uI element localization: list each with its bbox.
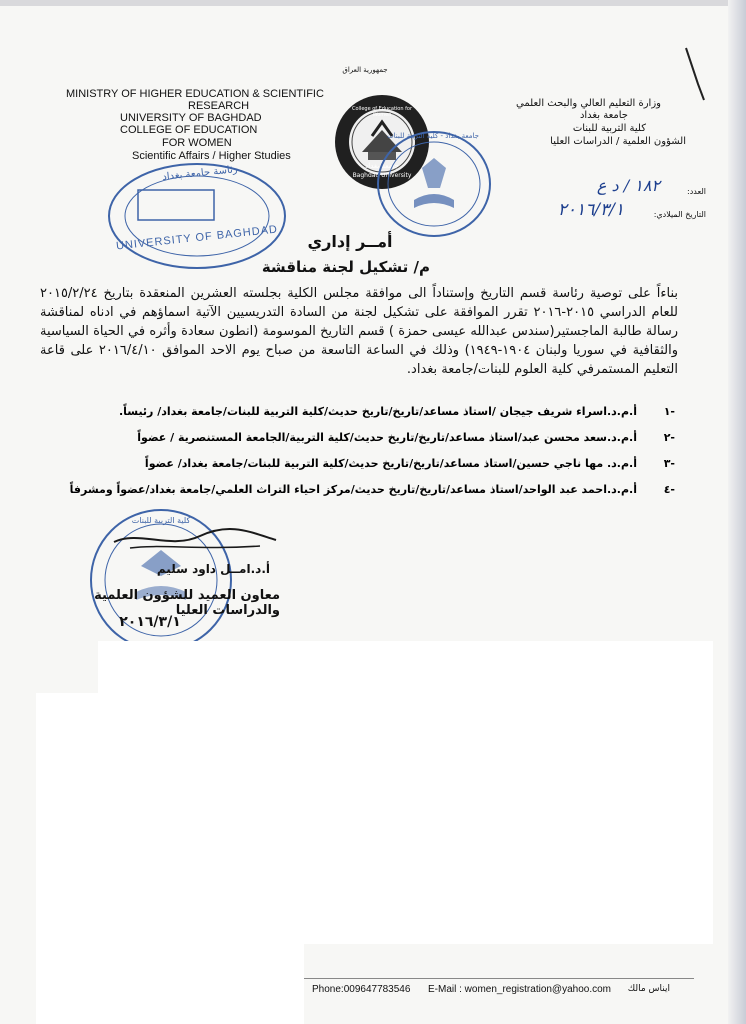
committee-member	[60, 405, 675, 425]
english-header-line: RESEARCH	[188, 100, 250, 112]
committee-member-text: أ.م.د.احمد عبد الواحد/استاذ مساعد/تاريخ/تاريخ حديث/مركز احياء التراث العلمي/جامعة بغداد/عضواً ومشرفاً	[69, 483, 637, 496]
header-republic-label: جمهورية العراق	[342, 66, 388, 74]
arabic-header-line: كلية التربية للبنات	[572, 123, 646, 134]
seal-label-en: Baghdad University	[352, 172, 412, 179]
scan-right-edge	[728, 0, 746, 1024]
arabic-header-line: الشؤون العلمية / الدراسات العليا	[550, 136, 686, 147]
university-stamp-text-ar: رئاسة جامعة بغداد	[161, 164, 239, 183]
english-header-line: FOR WOMEN	[162, 137, 232, 149]
redaction-block	[98, 641, 713, 693]
committee-member-number: -٢	[663, 431, 675, 444]
english-header-line: UNIVERSITY OF BAGHDAD	[120, 112, 262, 124]
footer-rule	[304, 978, 694, 979]
english-header-line: Scientific Affairs / Higher Studies	[132, 150, 291, 162]
number-label: العدد:	[687, 187, 706, 196]
margin-pen-mark	[680, 44, 710, 104]
committee-member	[60, 457, 675, 477]
arabic-header-line: وزارة التعليم العالي والبحث العلمي	[516, 98, 661, 109]
signatory-name: أ.د.امــل داود سليم	[156, 562, 270, 576]
order-subject: م/ تشكيل لجنة مناقشة	[261, 258, 430, 276]
committee-member	[60, 431, 675, 451]
committee-member-text: أ.م.د.اسراء شريف جيجان /استاذ مساعد/تاريخ/تاريخ حديث/كلية التربية للبنات/جامعة بغداد/ رئيساً.	[118, 405, 637, 418]
date-value: ٢٠١٦/٣/١	[557, 200, 624, 220]
footer-phone: Phone:009647783546	[312, 984, 411, 995]
committee-member-text: أ.م.د. مها ناجي حسين/استاذ مساعد/تاريخ/تاريخ حديث/كلية التربية للبنات/جامعة بغداد/ عضواً	[144, 457, 637, 470]
number-value: ١٨٢ / د ع	[596, 176, 660, 195]
seal-inner-text: College of Education for Women	[351, 106, 412, 118]
college-blue-stamp	[374, 128, 494, 240]
english-header-line: MINISTRY OF HIGHER EDUCATION & SCIENTIFIC	[66, 88, 324, 100]
footer-email: E-Mail : women_registration@yahoo.com	[428, 984, 612, 995]
order-title: أمــر إداري	[307, 232, 393, 251]
scan-top-edge	[0, 0, 746, 6]
committee-member	[60, 483, 675, 503]
english-header-line: COLLEGE OF EDUCATION	[120, 124, 258, 136]
signature-date: ٢٠١٦/٣/١	[119, 614, 181, 630]
committee-member-number: -٣	[663, 457, 675, 470]
signatory-position: معاون العميد للشؤون العلمية والدراسات العليا	[94, 588, 280, 618]
footer-typist: ايناس مالك	[627, 984, 670, 994]
committee-member-text: أ.م.د.سعد محسن عبد/استاذ مساعد/تاريخ/تاريخ حديث/كلية التربية/الجامعة المستنصرية / عضواً	[137, 431, 637, 444]
redaction-block	[36, 944, 304, 1024]
signature-stamp-text: كلية التربية للبنات	[131, 516, 191, 525]
order-body-paragraph: بناءاً على توصية رئاسة قسم التاريخ وإستناداً الى موافقة مجلس الكلية بجلسته العشرين المنعقدة بتاريخ ٢٠١٥/٢/٢٤ للعام الدراسي ٢٠١٥-٢٠١٦ تقرر الموافقة على تشكيل لجنة من السادة التدريسيين الآتية اسماؤهم في ادناه لمناقشة رسالة طالبة الماجستير(سندس عبدالله عيسى حمزة ) قسم التاريخ الموسومة (انطون سعادة وأثره في الحياة السياسية والثقافية في سوريا ولبنان ١٩٠٤-١٩٤٩) وذلك في الساعة التاسعة من صباح يوم الاحد الموافق ٢٠١٦/٤/١٠ على قاعة التعليم المستمرفي كلية العلوم للبنات/جامعة بغداد.	[40, 286, 678, 377]
signature-scribble	[110, 520, 280, 560]
date-label: التاريخ الميلادي:	[653, 210, 706, 219]
blue-stamp-text: جامعة بغداد - كلية التربية للبنات	[387, 132, 479, 140]
committee-member-number: -٤	[663, 483, 675, 496]
seal-label-ar: جامعة بغداد	[365, 162, 399, 170]
university-stamp-text-en: UNIVERSITY OF BAGHDAD	[115, 223, 279, 253]
committee-member-number: -١	[663, 405, 675, 418]
arabic-header-line: جامعة بغداد	[579, 110, 628, 121]
redaction-block	[36, 693, 713, 944]
